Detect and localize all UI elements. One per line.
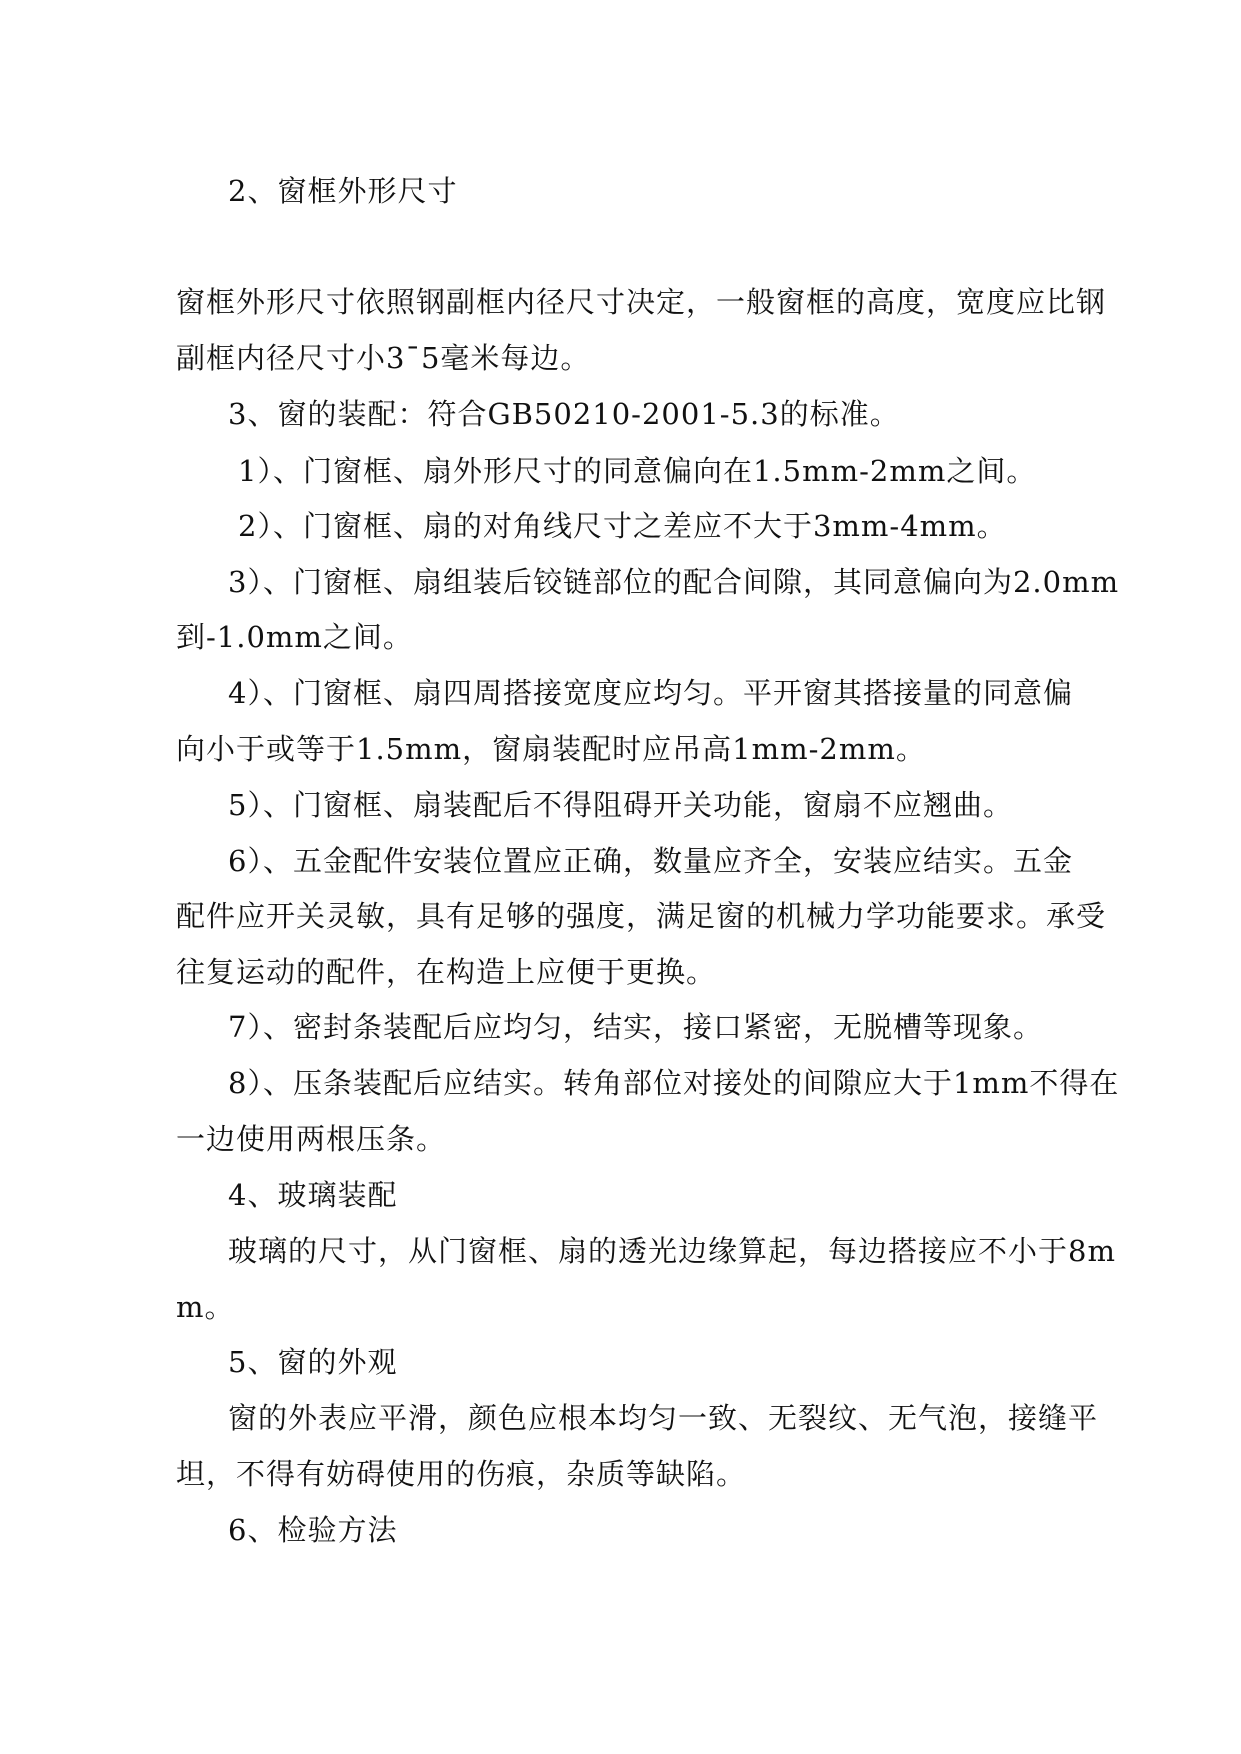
heading-inspection-method: 6、检验方法 — [228, 1513, 398, 1547]
list-item-continuation: 往复运动的配件，在构造上应便于更换。 — [176, 955, 717, 989]
list-item: 4）、门窗框、扇四周搭接宽度应均匀。平开窗其搭接量的同意偏 — [228, 676, 1073, 710]
list-item-continuation: 一边使用两根压条。 — [176, 1122, 447, 1156]
list-item-continuation: 到-1.0mm之间。 — [176, 620, 413, 654]
paragraph-line: m。 — [176, 1290, 235, 1324]
heading-window-frame-size: 2、窗框外形尺寸 — [228, 174, 458, 208]
list-item: 5）、门窗框、扇装配后不得阻碍开关功能，窗扇不应翘曲。 — [228, 788, 1013, 822]
heading-glass-assembly: 4、玻璃装配 — [228, 1178, 398, 1212]
list-item-continuation: 配件应开关灵敏，具有足够的强度，满足窗的机械力学功能要求。承受 — [176, 899, 1107, 933]
list-item: 2）、门窗框、扇的对角线尺寸之差应不大于3mm-4mm。 — [238, 509, 1007, 543]
paragraph-line: 窗的外表应平滑，颜色应根本均匀一致、无裂纹、无气泡，接缝平 — [228, 1401, 1099, 1435]
paragraph-line: 窗框外形尺寸依照钢副框内径尺寸决定，一般窗框的高度，宽度应比钢 — [176, 285, 1107, 319]
list-item: 1）、门窗框、扇外形尺寸的同意偏向在1.5mm-2mm之间。 — [238, 454, 1037, 488]
list-item: 7）、密封条装配后应均匀，结实，接口紧密，无脱槽等现象。 — [228, 1010, 1043, 1044]
paragraph-line: 坦，不得有妨碍使用的伤痕，杂质等缺陷。 — [176, 1457, 747, 1491]
list-item-continuation: 向小于或等于1.5mm，窗扇装配时应吊高1mm-2mm。 — [176, 732, 926, 766]
list-item: 6）、五金配件安装位置应正确，数量应齐全，安装应结实。五金 — [228, 844, 1073, 878]
heading-window-appearance: 5、窗的外观 — [228, 1345, 398, 1379]
paragraph-line: 玻璃的尺寸，从门窗框、扇的透光边缘算起，每边搭接应不小于8m — [228, 1234, 1116, 1268]
list-item: 3）、门窗框、扇组装后铰链部位的配合间隙，其同意偏向为2.0mm — [228, 565, 1120, 599]
heading-window-assembly: 3、窗的装配：符合GB50210-2001-5.3的标准。 — [228, 397, 900, 431]
list-item: 8）、压条装配后应结实。转角部位对接处的间隙应大于1mm不得在 — [228, 1066, 1120, 1100]
paragraph-line: 副框内径尺寸小3¯5毫米每边。 — [176, 341, 591, 375]
